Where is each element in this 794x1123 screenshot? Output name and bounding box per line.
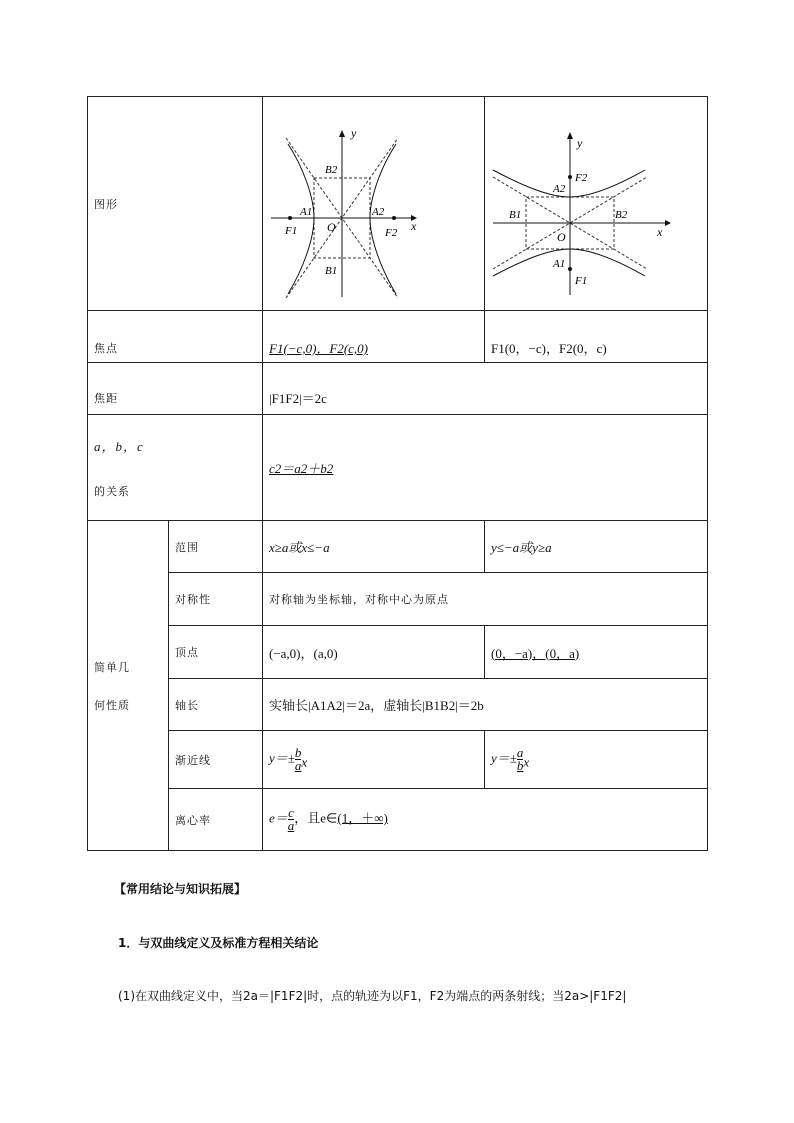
fig1-F1-label: F1 (285, 225, 298, 237)
focal-distance-row (88, 363, 708, 415)
axis-length-label: 轴长 (169, 679, 263, 731)
vertex-row (88, 626, 708, 679)
properties-group-label-2: 何性质 (94, 698, 130, 712)
figure-label: 图形 (88, 97, 263, 311)
fig2-x-label: x (657, 225, 663, 239)
properties-group-label-1: 简单几 (94, 660, 130, 674)
range-y-axis: y≤−a或y≥a (485, 521, 708, 573)
fig1-y-label: y (351, 126, 357, 140)
fig1-x-label: x (411, 219, 417, 233)
fig2-A2-label: A2 (553, 183, 566, 195)
fig1-origin-label: O (327, 220, 336, 234)
fig1-B1-label: B1 (325, 265, 338, 277)
symmetry-label: 对称性 (169, 573, 263, 626)
abc-label-bottom: 的关系 (94, 485, 130, 498)
eccentricity-label: 离心率 (169, 789, 263, 851)
abc-relation-value: c2＝a2＋b2 (263, 415, 708, 521)
vertex-label: 顶点 (169, 626, 263, 679)
abc-relation-row (88, 415, 708, 521)
asymptote-y-axis: y＝± $\frac{a}{b}$ x (485, 731, 708, 789)
fig2-F2-label: F2 (575, 172, 588, 184)
axis-length-row (88, 679, 708, 731)
focal-distance-label: 焦距 (88, 363, 263, 415)
focus-y-axis: F1(0，−c)，F2(0，c) (485, 311, 708, 363)
eccentricity-value: e＝ $\frac{c}{a}$ ，且e∈(1，＋∞) (263, 789, 708, 851)
asymptote-label: 渐近线 (169, 731, 263, 789)
fig2-B1-label: B1 (509, 209, 522, 221)
range-label: 范围 (169, 521, 263, 573)
hyperbola-x-axis-figure (263, 97, 484, 307)
symmetry-row (88, 573, 708, 626)
fig2-origin-label: O (557, 230, 566, 244)
range-row (88, 521, 708, 573)
asymptote-x-axis: y＝± $\frac{b}{a}$ x (263, 731, 485, 789)
abc-label-top: a，b，c (94, 439, 144, 454)
fig2-y-label: y (577, 136, 583, 150)
figure-y-axis-cell (485, 97, 708, 311)
eccentricity-row (88, 789, 708, 851)
abc-label-cell (88, 415, 263, 521)
fig2-B2-label: B2 (615, 209, 628, 221)
section-item-1: 1．与双曲线定义及标准方程相关结论 (118, 936, 319, 950)
vertex-y-axis: (0，−a)，(0，a) (485, 626, 708, 679)
fig1-F2-label: F2 (385, 227, 398, 239)
properties-group-cell (88, 521, 169, 851)
fig1-B2-label: B2 (325, 164, 338, 176)
fig2-F1-label: F1 (575, 275, 588, 287)
section-paragraph-1: (1)在双曲线定义中，当2a＝|F1F2|时，点的轨迹为以F1，F2为端点的两条射线；当2a>|F1F2| (118, 989, 627, 1003)
symmetry-value: 对称轴为坐标轴，对称中心为原点 (263, 573, 708, 626)
figure-x-axis-cell (263, 97, 485, 311)
focus-x-axis: F1(−c,0)，F2(c,0) (263, 311, 485, 363)
hyperbola-properties-table (87, 96, 708, 851)
focus-label: 焦点 (88, 311, 263, 363)
section-heading: 【常用结论与知识拓展】 (114, 882, 247, 896)
focal-distance-value: |F1F2|＝2c (263, 363, 708, 415)
fig2-A1-label: A1 (553, 258, 566, 270)
focus-row (88, 311, 708, 363)
asymptote-row (88, 731, 708, 789)
hyperbola-y-axis-figure (485, 97, 707, 307)
vertex-x-axis: (−a,0)，(a,0) (263, 626, 485, 679)
fig1-A1-label: A1 (300, 206, 313, 218)
axis-length-value: 实轴长|A1A2|＝2a，虚轴长|B1B2|＝2b (263, 679, 708, 731)
fig1-A2-label: A2 (372, 206, 385, 218)
range-x-axis: x≥a或x≤−a (263, 521, 485, 573)
figure-row (88, 97, 708, 311)
